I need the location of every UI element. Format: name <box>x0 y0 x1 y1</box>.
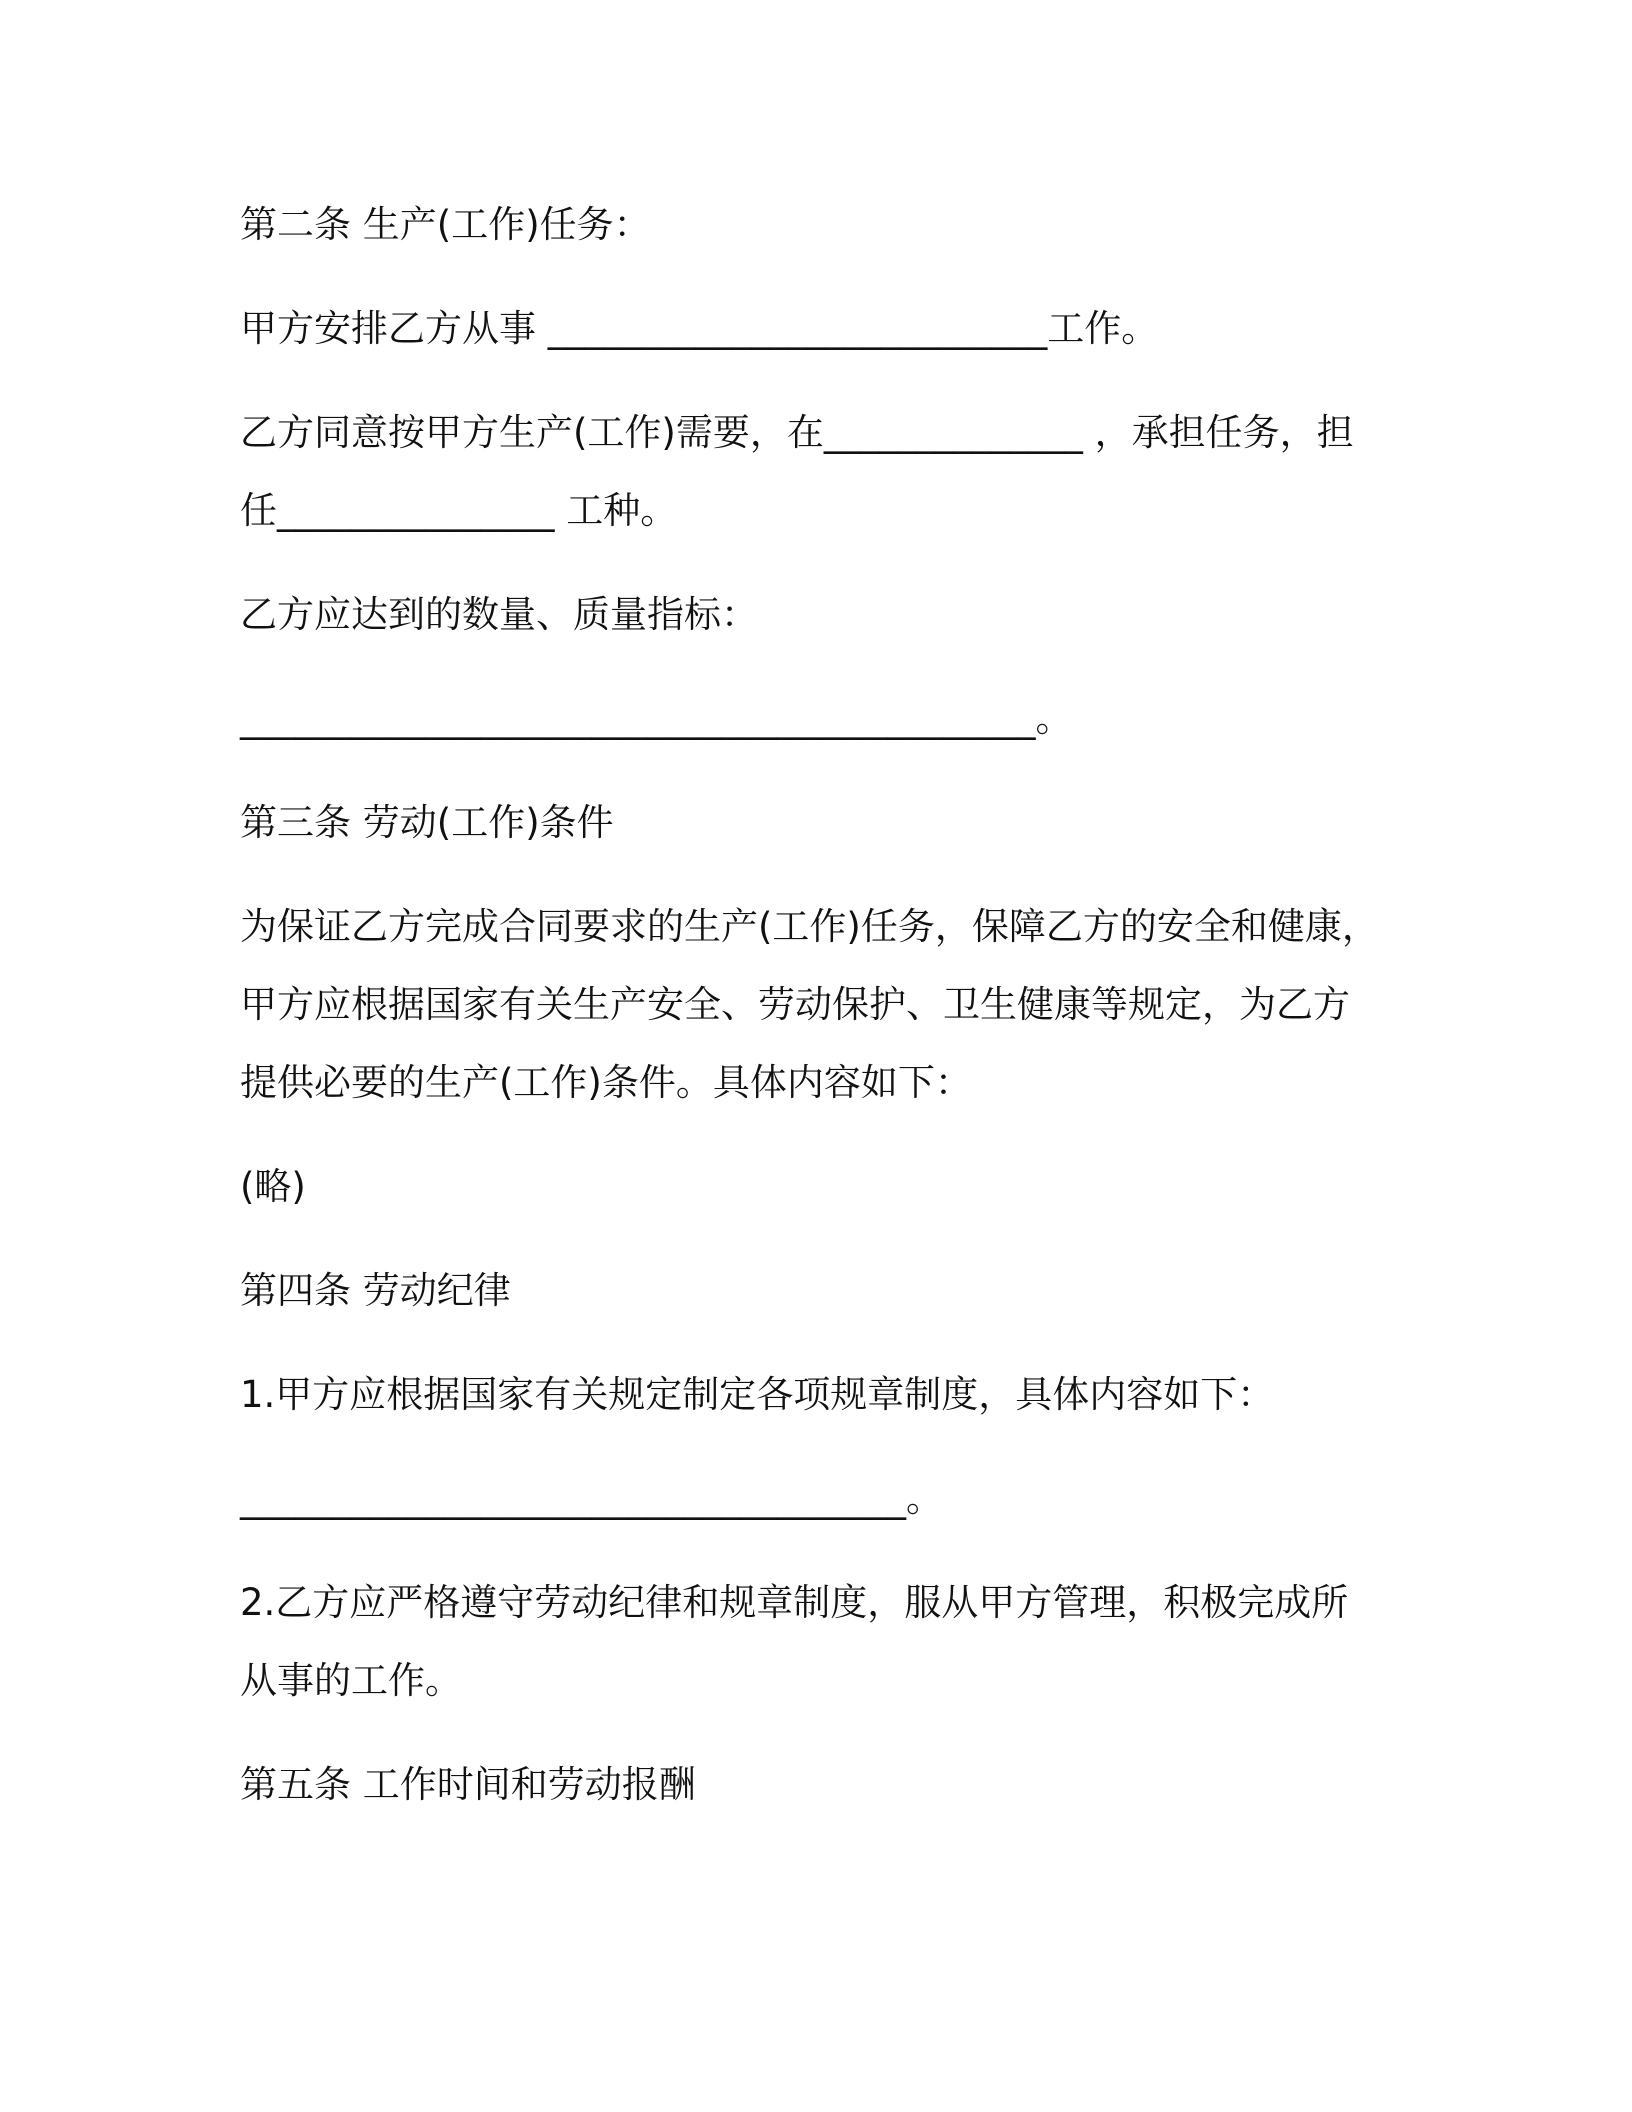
rules-item-2-line-1: 2.乙方应严格遵守劳动纪律和规章制度，服从甲方管理，积极完成所 <box>240 1581 1349 1624</box>
conditions-line-3: 提供必要的生产(工作)条件。具体内容如下： <box>240 1061 972 1104</box>
work-assignment-paragraph: 甲方安排乙方从事 ___________________________工作。 <box>240 307 1159 350</box>
article-2-title: 第二条 生产(工作)任务： <box>240 203 651 246</box>
rules-item-1-blank-line: ____________________________________。 <box>240 1477 943 1520</box>
article-5-title: 第五条 工作时间和劳动报酬 <box>240 1763 696 1806</box>
article-4-title: 第四条 劳动纪律 <box>240 1269 511 1312</box>
omitted-note: (略) <box>240 1165 306 1208</box>
article-3-title: 第三条 劳动(工作)条件 <box>240 801 614 844</box>
rules-item-2-line-2: 从事的工作。 <box>240 1659 462 1702</box>
quota-label: 乙方应达到的数量、质量指标： <box>240 593 758 636</box>
quota-blank-line: ___________________________________________。 <box>240 697 1073 740</box>
conditions-line-2: 甲方应根据国家有关生产安全、劳动保护、卫生健康等规定，为乙方 <box>240 983 1350 1026</box>
agreement-line-1: 乙方同意按甲方生产(工作)需要，在______________ ，承担任务，担 <box>240 411 1354 454</box>
conditions-line-1: 为保证乙方完成合同要求的生产(工作)任务，保障乙方的安全和健康， <box>240 905 1379 948</box>
document-body <box>240 186 1400 1850</box>
agreement-line-2: 任_______________ 工种。 <box>240 489 678 532</box>
rules-item-2 <box>240 1564 1400 1720</box>
rules-item-1: 1.甲方应根据国家有关规定制定各项规章制度，具体内容如下： <box>240 1373 1275 1416</box>
conditions-paragraph <box>240 888 1400 1122</box>
agreement-paragraph <box>240 394 1400 550</box>
